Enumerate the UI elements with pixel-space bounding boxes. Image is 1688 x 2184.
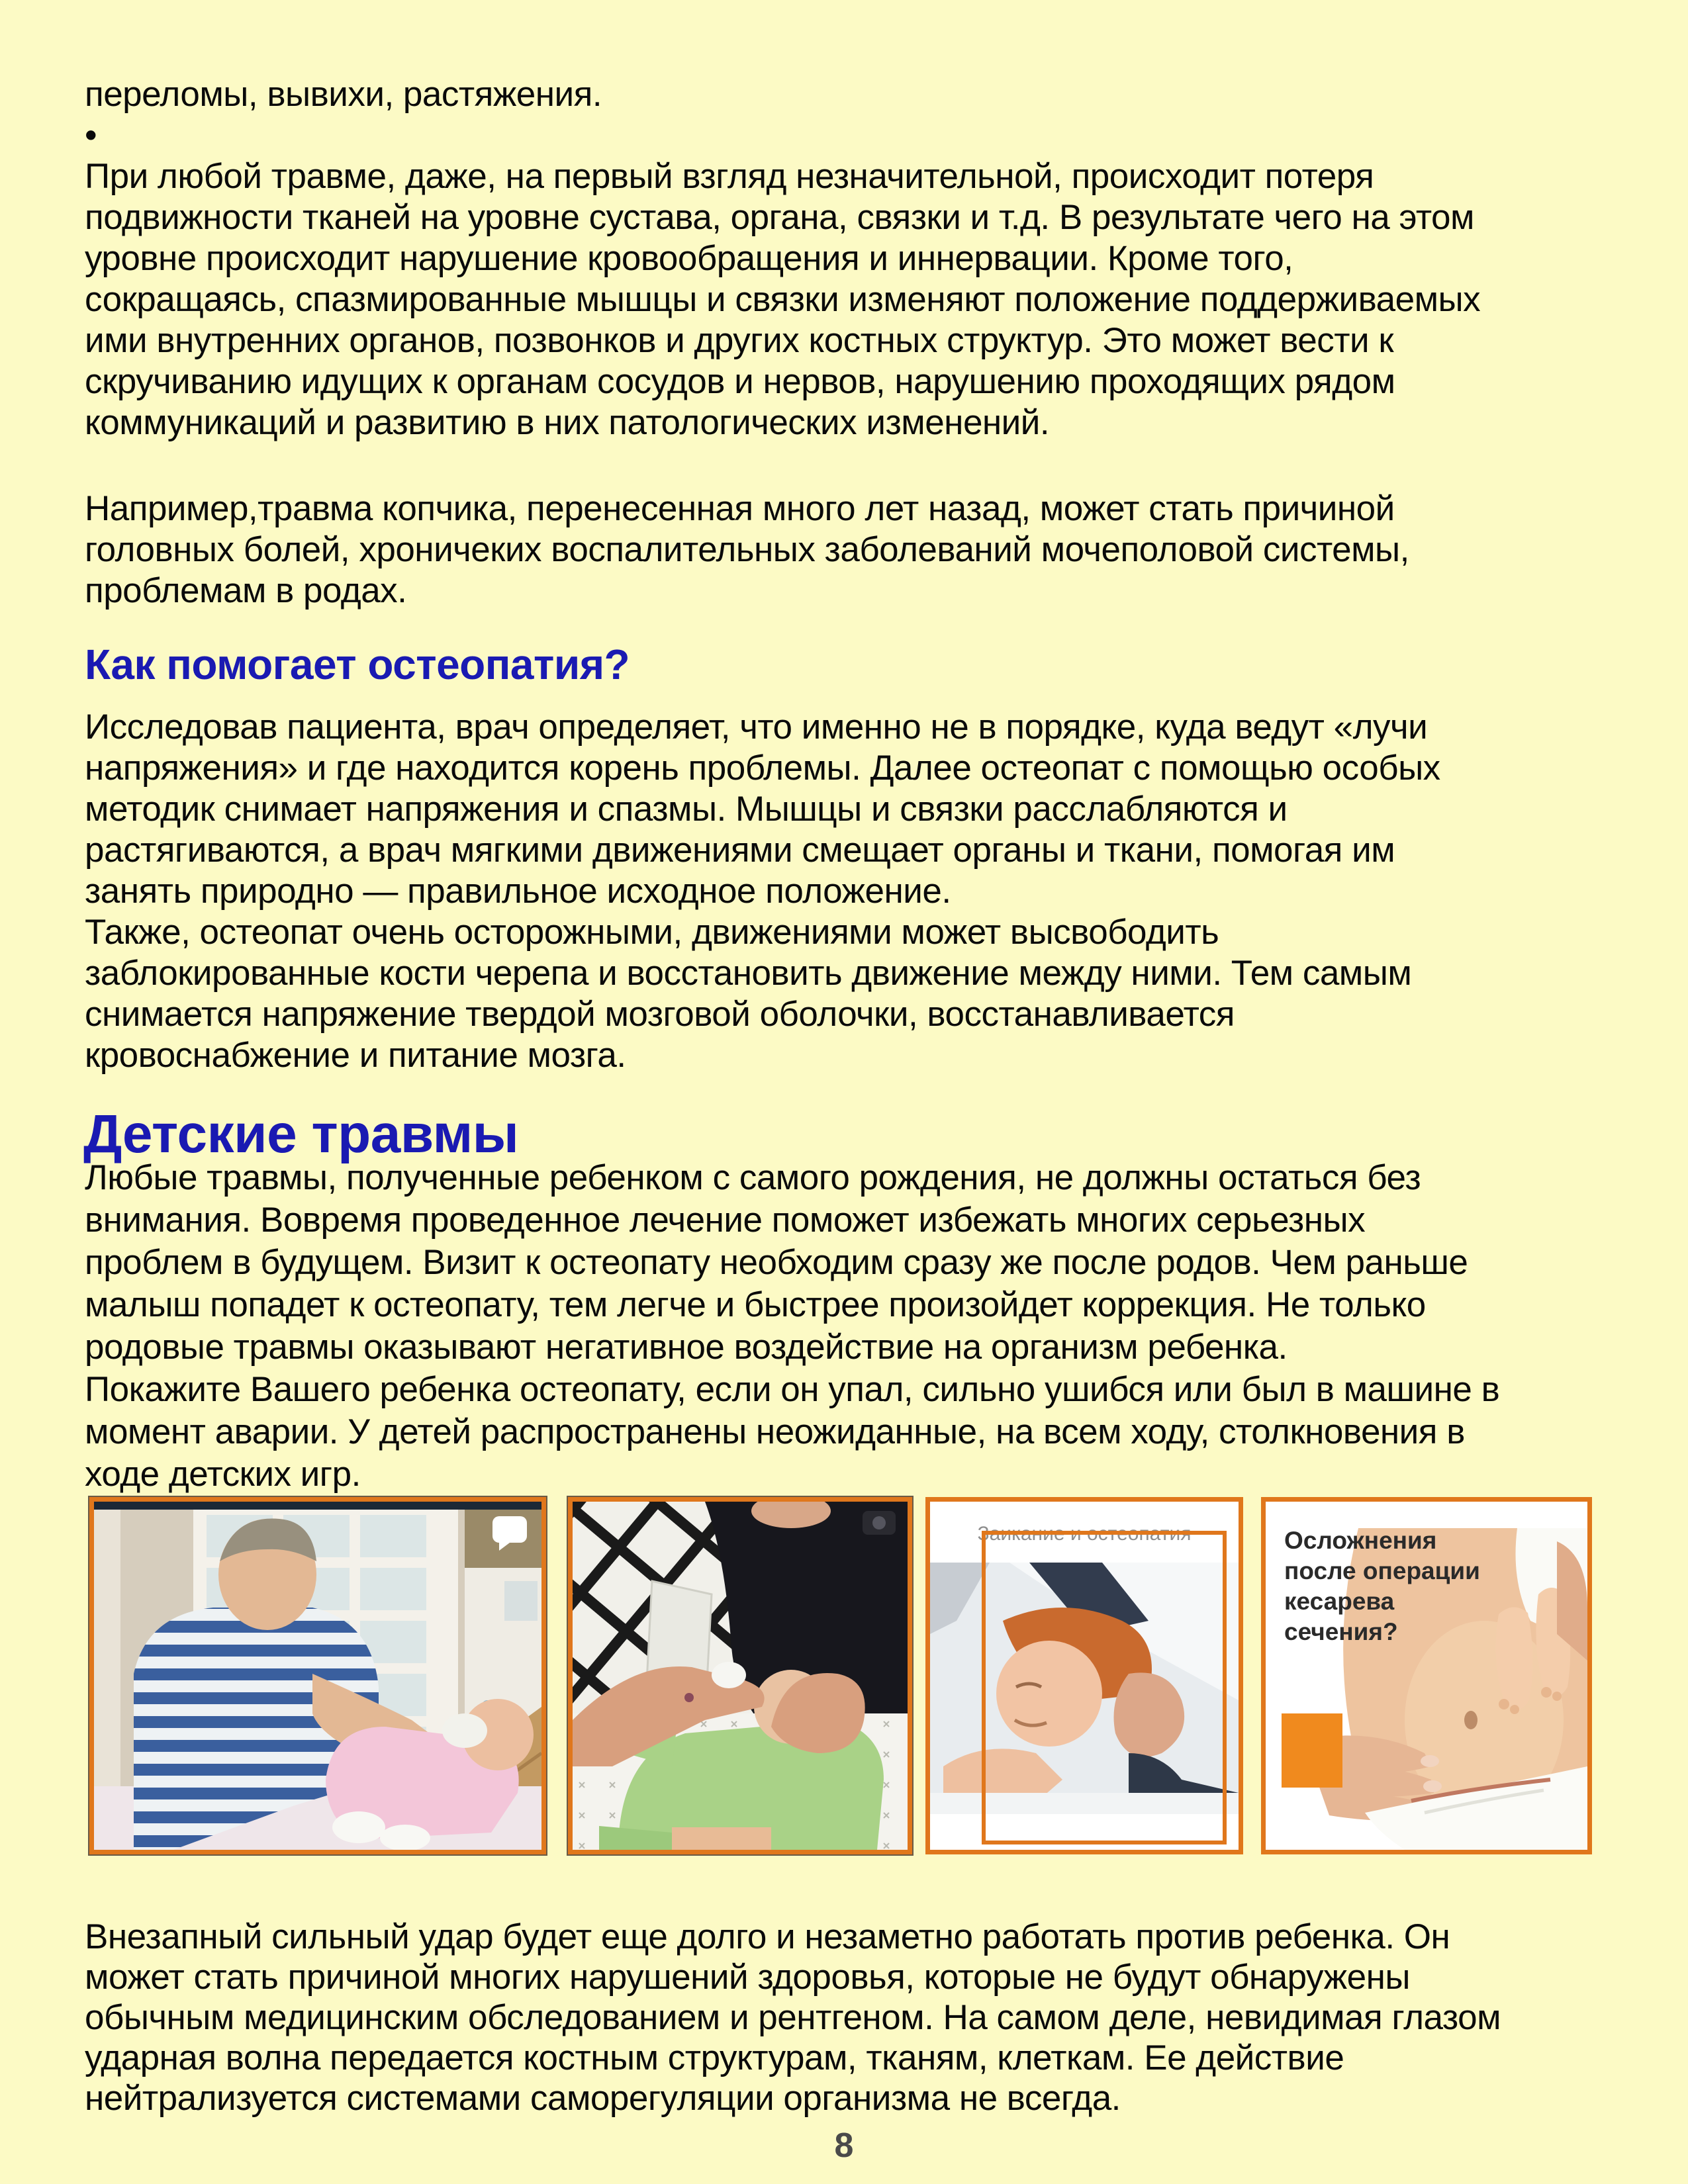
para-example-block bbox=[85, 488, 1501, 612]
photo-baby-green-treatment bbox=[568, 1497, 912, 1854]
photo-card-stuttering bbox=[925, 1497, 1243, 1854]
orange-square bbox=[1282, 1713, 1342, 1788]
bullet-marker: • bbox=[85, 116, 97, 155]
osteopathy-block bbox=[85, 707, 1501, 1076]
children-block bbox=[85, 1157, 1501, 1496]
photo-baby-green-art bbox=[573, 1502, 908, 1850]
baby-bottle bbox=[442, 1713, 487, 1748]
heading-children-injuries: Детские травмы bbox=[83, 1104, 519, 1164]
para-children-1: Любые травмы, полученные ребенком с самого рождения, не должны остаться без внимания. Вовремя проведенное лечение поможет избежать многих серьезных проблем в будущем. Визит к остеопату необходим сразу же после родов. Чем раньше малыш попадет к остеопату, тем легче и быстрее произойдет коррекция. Не только родовые травмы оказывают негативное воздействие на организм ребенка. bbox=[85, 1158, 1468, 1367]
camera-icon bbox=[863, 1511, 896, 1535]
para-impact-block bbox=[85, 1917, 1501, 2118]
heading-osteopathy: Как помогает остеопатия? bbox=[85, 641, 630, 688]
photo-card-cesarean bbox=[1261, 1497, 1592, 1854]
intro-block bbox=[85, 74, 1501, 443]
card-stuttering-title: Заикание и остеопатия bbox=[977, 1523, 1192, 1545]
page-number: 8 bbox=[834, 2126, 854, 2165]
para-impact: Внезапный сильный удар будет еще долго и незаметно работать против ребенка. Он может стать причиной многих нарушений здоровья, которые не будут обнаружены обычным медицинским обследованием и рентгеном. На самом деле, невидимая глазом ударная волна передается костным структурам, тканям, клеткам. Ее действие нейтрализуется системами саморегуляции организма не всегда. bbox=[85, 1917, 1501, 2118]
photo-osteopath-infant-art bbox=[94, 1502, 541, 1850]
photo-osteopath-infant bbox=[89, 1497, 546, 1854]
para-example: Например,травма копчика, перенесенная много лет назад, может стать причиной головных болей, хроничеких воспалительных заболеваний мочеполовой системы, проблемам в родах. bbox=[85, 489, 1409, 610]
para-trauma: При любой травме, даже, на первый взгляд незначительной, происходит потеря подвижности тканей на уровне сустава, органа, связки и т.д. В результате чего на этом уровне происходит нарушение кровообращения и иннервации. Кроме того, сокращаясь, спазмированные мышцы и связки изменяют положение поддерживаемых ими внутренних органов, позвонков и других костных структур. Это может вести к скручиванию идущих к органам сосудов и нервов, нарушению проходящих рядом коммуникаций и развитию в них патологических изменений. bbox=[85, 157, 1481, 442]
para-osteopathy-2: Также, остеопат очень осторожными, движениями может высвободить заблокированные кости черепа и восстановить движение между ними. Тем самым снимается напряжение твердой мозговой оболочки, восстанавливается кровоснабжение и питание мозга. bbox=[85, 913, 1412, 1075]
intro-line: переломы, вывихи, растяжения. bbox=[85, 75, 602, 114]
white-cup bbox=[712, 1662, 746, 1688]
card-inner-frame bbox=[982, 1531, 1227, 1844]
para-osteopathy-1: Исследовав пациента, врач определяет, что именно не в порядке, куда ведут «лучи напряжения» и где находится корень проблемы. Далее остеопат с помощью особых методик снимает напряжения и спазмы. Мышцы и связки расслабляются и растягиваются, а врач мягкими движениями смещает органы и ткани, помогая им занять природно — правильное исходное положение. bbox=[85, 707, 1440, 911]
navel bbox=[1464, 1711, 1477, 1729]
para-children-2: Покажите Вашего ребенка остеопату, если он упал, сильно ушибся или был в машине в момент аварии. У детей распространены неожиданные, на всем ходу, столкновения в ходе детских игр. bbox=[85, 1370, 1500, 1494]
card-cesarean-title: Осложнения после операции кесарева сечения? bbox=[1284, 1527, 1480, 1645]
